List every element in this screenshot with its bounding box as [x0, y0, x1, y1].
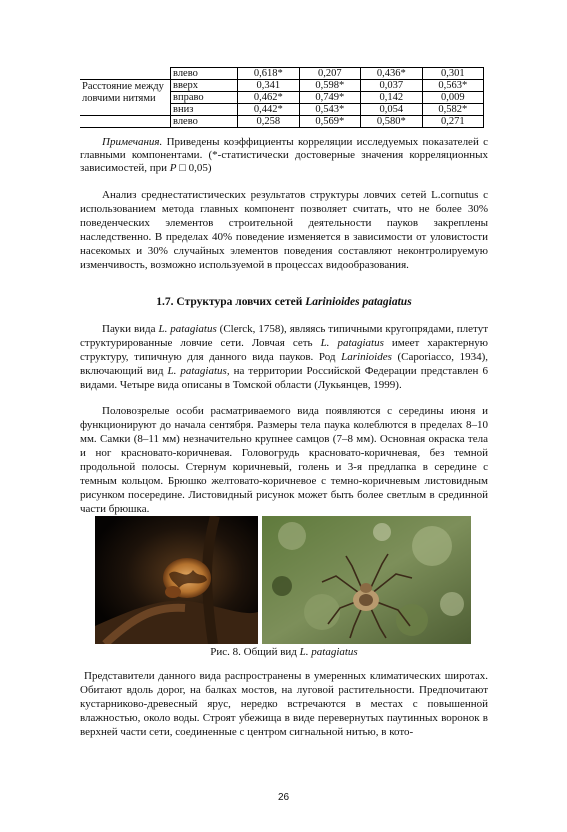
table-cell-value: 0,054 [361, 104, 423, 116]
paragraph-distribution: Представители данного вида распространены в умеренных климатических широтах. Обитают вдоль дорог, на балках мостов, на луговой растительности. Предпочитают кустарниково-древесный ярус, нередко встречаются в местах с повышенной влажностью, около воды. Строят убежища в виде перевернутых паутинных воронок в верхней части сети, соединенные с центром сигнальной нитью, в кото- [80, 670, 488, 738]
photo-spider-on-lichen [262, 516, 471, 644]
text-run: имеет характерную структуру, типичную для данного вида пауков. Род [80, 337, 488, 363]
page-number: 26 [277, 792, 290, 803]
table-cell-direction: вниз [171, 104, 238, 116]
table-cell-value: 0,142 [361, 92, 423, 104]
table-row [80, 80, 484, 92]
table-cell-direction: влево [171, 116, 238, 128]
text-run: (Caporiacco, 1934), включающий вид [80, 351, 488, 377]
figure-spider-photos [95, 516, 471, 644]
table-cell-direction: вверх [171, 80, 238, 92]
caption-prefix: Рис. 8. Общий вид [210, 646, 300, 658]
species-name: L. patagiatus [320, 337, 384, 349]
table-cell-value: 0,543* [299, 104, 361, 116]
table-cell-value: 0,436* [361, 68, 423, 80]
table-cell-direction: вправо [171, 92, 238, 104]
table-note [80, 136, 488, 175]
text-run: на территории Российской Федерации представлен 6 видами. Четыре вида описаны в Томской области (Лукьянцев, 1999). [80, 365, 488, 391]
table-cell-value: 0,618* [238, 68, 300, 80]
table-group-label: Расстояние между ловчими нитями [80, 80, 171, 116]
species-name: L. patagiatus, [167, 365, 230, 377]
figure-caption [80, 646, 488, 658]
table-cell-value: 0,563* [422, 80, 484, 92]
note-text: Приведены коэффициенты корреляции исследуемых показателей с главными компонентами. (*-статистически достоверные значения корреляционных зависимостей, при [80, 136, 488, 174]
photo-spider-on-branch [95, 516, 258, 644]
table-row [80, 68, 484, 80]
correlation-table [80, 67, 484, 128]
section-heading [80, 296, 488, 308]
genus-name: Larinioides [341, 351, 392, 363]
paragraph-morphology: Половозрелые особи расматриваемого вида появляются с середины июня и функционируют до начала сентября. Размеры тела паука колеблются в пределах 8–10 мм. Самки (8–11 мм) незначительно крупнее самцов (7–8 мм). Основная окраска тела и ног красновато-коричневая. Головогрудь красновато-коричневая, без темной продольной полосы. Стернум коричневый, голень и 3-я предлапка в середине с темным кольцом. Брюшко желтовато-коричневое с темно-коричневым листовидным рисунком посередине. Листовидный рисунок может быть более светлым в срединной части брюшка. [80, 405, 488, 515]
paragraph-description [80, 322, 488, 392]
table-cell-value: 0,582* [422, 104, 484, 116]
table-cell-empty [80, 68, 171, 80]
paragraph-analysis: Анализ среднестатистических результатов структуры ловчих сетей L.cornutus с использованием метода главных компонент позволяет считать, что не более 30% поведенческих элементов строительной деятельности пауков закреплены наследственно. В пределах 40% поведение изменяется в зависимости от уловистости насекомых и 30% случайных элементов поведения составляют неконтролируемую изменчивость, возможно используемой в процессах видообразования. [80, 189, 488, 271]
table-cell-value: 0,009 [422, 92, 484, 104]
table-cell-value: 0,271 [422, 116, 484, 128]
table-cell-value: 0,207 [299, 68, 361, 80]
heading-species: Larinioides patagiatus [305, 296, 412, 308]
species-name: L. patagiatus [158, 323, 217, 335]
table-cell-value: 0,301 [422, 68, 484, 80]
table-cell-value: 0,749* [299, 92, 361, 104]
note-label: Примечания. [102, 136, 163, 148]
table-row [80, 116, 484, 128]
heading-prefix: 1.7. Структура ловчих сетей [156, 296, 306, 308]
table-cell-direction: влево [171, 68, 238, 80]
text-run: (Clerck, 1758), являясь типичными кругопрядами, плетут структурированные ловчие сети. Ловчая сеть [80, 323, 488, 349]
table-cell-value: 0,598* [299, 80, 361, 92]
table-cell-value: 0,442* [238, 104, 300, 116]
note-p-symbol: P [169, 162, 177, 174]
note-tail: □ 0,05) [176, 162, 212, 174]
table-cell-value: 0,341 [238, 80, 300, 92]
table-cell-value: 0,258 [238, 116, 300, 128]
table-cell-value: 0,569* [299, 116, 361, 128]
table-cell-value: 0,037 [361, 80, 423, 92]
text-run: Пауки вида [102, 323, 159, 335]
table-cell-value: 0,462* [238, 92, 300, 104]
table-cell-value: 0,580* [361, 116, 423, 128]
caption-species: L. patagiatus [299, 646, 358, 658]
spider-photos-illustration [95, 516, 471, 644]
table-cell-empty [80, 116, 171, 128]
